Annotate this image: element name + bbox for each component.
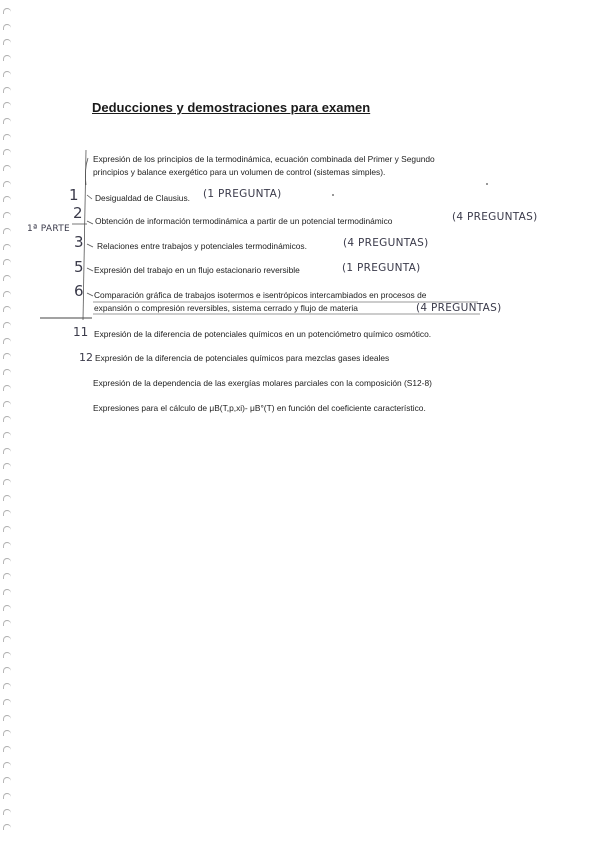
handwritten-note: (4 PREGUNTAS) [343, 237, 429, 249]
item-expresiones: Expresiones para el cálculo de μB(T,p,xi)- μB°(T) en función del coeficiente característico. [93, 403, 426, 413]
item-potencial: Obtención de información termodinámica a partir de un potencial termodinámico [95, 216, 393, 226]
handwritten-number: 6 [74, 282, 84, 300]
handwritten-number: 12 [79, 351, 93, 364]
item-comparacion-line2: expansión o compresión reversibles, sistema cerrado y flujo de materia [94, 303, 358, 313]
handwritten-number: 5 [74, 258, 84, 276]
item-flujo: Expresión del trabajo en un flujo estacionario reversible [94, 265, 300, 275]
handwritten-note: (4 PREGUNTAS) [452, 211, 538, 223]
handwritten-note: (1 PREGUNTA) [203, 188, 282, 200]
stray-dot [332, 194, 334, 196]
document-title: Deducciones y demostraciones para examen [92, 100, 371, 115]
handwritten-number: 3 [74, 233, 84, 251]
item-comparacion-line1: Comparación gráfica de trabajos isotermos e isentrópicos intercambiados en procesos de [94, 290, 427, 300]
stray-dot [486, 183, 488, 185]
item-principios-line2: principios y balance exergético para un volumen de control (sistemas simples). [93, 167, 386, 177]
item-gases-ideales: Expresión de la diferencia de potenciales químicos para mezclas gases ideales [95, 353, 390, 363]
item-clausius: Desigualdad de Clausius. [95, 193, 190, 203]
handwritten-part-label: 1ª PARTE [27, 224, 71, 234]
handwritten-number: 11 [73, 325, 89, 339]
handwritten-note: (1 PREGUNTA) [342, 262, 421, 274]
handwritten-note: (4 PREGUNTAS) [416, 302, 502, 314]
handwritten-number: 2 [73, 204, 83, 222]
item-osmotico: Expresión de la diferencia de potenciales químicos en un potenciómetro químico osmótico. [94, 329, 432, 339]
item-exergias: Expresión de la dependencia de las exergías molares parciales con la composición (S12-8) [93, 378, 432, 388]
handwritten-number: 1 [69, 186, 79, 204]
item-principios-line1: Expresión de los principios de la termodinámica, ecuación combinada del Primer y Segundo [93, 154, 435, 164]
item-relaciones: Relaciones entre trabajos y potenciales termodinámicos. [97, 241, 307, 251]
